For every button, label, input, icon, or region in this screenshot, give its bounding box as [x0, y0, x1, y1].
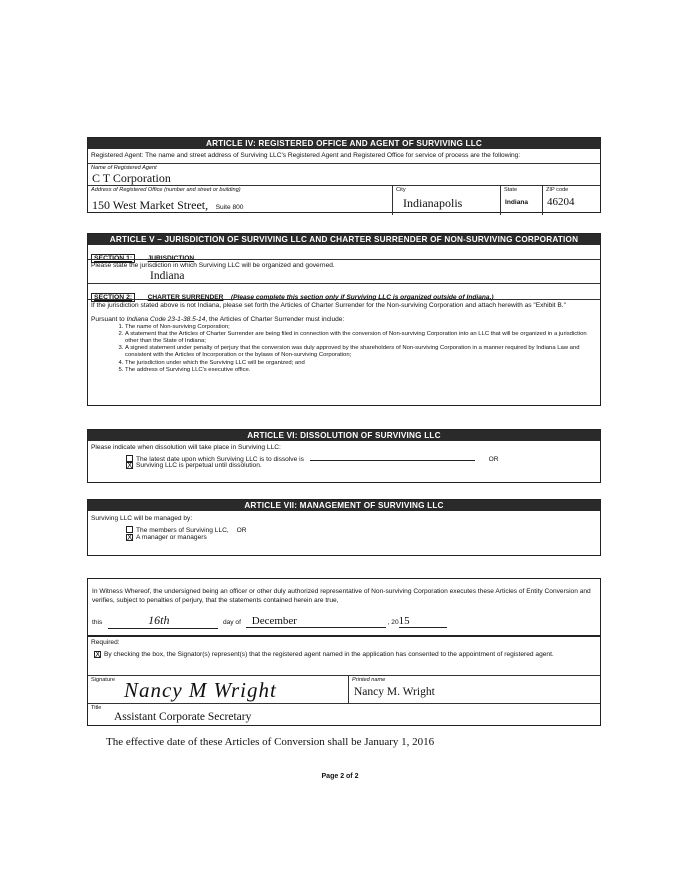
day-field[interactable]: 16th [108, 613, 218, 629]
printed-name-value[interactable]: Nancy M. Wright [354, 686, 435, 698]
list-item: 4. The jurisdiction under which the Surviving LLC will be organized; and [125, 360, 597, 367]
article-5-header: ARTICLE V – JURISDICTION OF SURVIVING LLC AND CHARTER SURRENDER OF NON-SURVIVING CORPORATION [88, 234, 600, 245]
signature-label: Signature [91, 677, 115, 683]
list-item: 5. The address of Surviving LLC's executive office. [125, 367, 597, 374]
dissolution-prompt: Please indicate when dissolution will take place in Surviving LLC: [91, 444, 281, 451]
state-cell [500, 186, 542, 215]
section-1-title: JURISDICTION [147, 255, 195, 262]
city-value[interactable]: Indianapolis [403, 196, 463, 210]
article-5-box [87, 233, 601, 406]
managers-checkbox[interactable]: X [127, 533, 133, 542]
suite-value[interactable]: Suite 800 [215, 204, 244, 211]
page-number: Page 2 of 2 [321, 773, 359, 780]
consent-checkbox[interactable]: X [95, 650, 101, 659]
management-option-members: The members of Surviving LLC, OR [126, 526, 246, 534]
state-label: State [504, 187, 518, 193]
title-row [88, 703, 600, 728]
year-field[interactable]: 15 [399, 615, 447, 628]
witness-box [87, 578, 601, 636]
dissolution-option-perpetual: X Surviving LLC is perpetual until dissolution. [127, 461, 262, 470]
zip-cell [542, 186, 600, 215]
jurisdiction-prompt: Please state the jurisdiction in which Surviving LLC will be organized and governed. [91, 262, 335, 269]
jurisdiction-row [88, 259, 600, 283]
month-field[interactable]: December [246, 615, 386, 628]
state-value[interactable]: Indiana [505, 199, 529, 206]
witness-text: In Witness Whereof, the undersigned being an officer or other duly authorized representative of Non-surviving Corporation executes these Articles of Entity Conversion and verifies, subject to penalties of perjury, that the statements contained herein are true, [92, 588, 591, 604]
management-option-managers: X A manager or managers [127, 533, 207, 542]
charter-surrender-list [91, 324, 597, 374]
management-prompt: Surviving LLC will be managed by: [91, 515, 193, 522]
title-label: Title [91, 705, 102, 711]
members-checkbox[interactable] [126, 526, 133, 533]
signature-row [88, 675, 600, 704]
list-item: 1. The name of Non-surviving Corporation; [125, 324, 597, 331]
address-row [88, 185, 600, 215]
printed-name-label: Printed name [352, 677, 386, 683]
article-4-box [87, 137, 601, 213]
consent-statement: X By checking the box, the Signator(s) represent(s) that the registered agent named in the application has consented to the appointment of registered agent. [95, 650, 554, 659]
dissolve-date-field[interactable] [310, 453, 475, 461]
article-4-header: ARTICLE IV: REGISTERED OFFICE AND AGENT OF SURVIVING LLC [88, 138, 600, 149]
required-box [87, 636, 601, 726]
city-label: City [396, 187, 406, 193]
address-value[interactable]: 150 West Market Street, [92, 198, 209, 212]
agent-name-row [88, 163, 600, 185]
section-2-note: (Please complete this section only if Surviving LLC is organized outside of Indiana.) [230, 294, 494, 301]
agent-name-label: Name of Registered Agent [91, 165, 157, 171]
address-label: Address of Registered Office (number and street or building) [91, 187, 241, 193]
signature-value[interactable]: Nancy M Wright [124, 678, 277, 702]
article-6-header: ARTICLE VI: DISSOLUTION OF SURVIVING LLC [88, 430, 600, 441]
article-7-header: ARTICLE VII: MANAGEMENT OF SURVIVING LLC [88, 500, 600, 511]
zip-label: ZIP code [546, 187, 569, 193]
registered-agent-intro: Registered Agent: The name and street address of Surviving LLC's Registered Agent and Registered Office for service of process are the following: [91, 152, 521, 159]
pursuant-line: Pursuant to Indiana Code 23-1-38.5-14, the Articles of Charter Surrender must include: [91, 315, 345, 323]
printed-name-cell [348, 676, 600, 704]
section-2-badge: SECTION 2: [91, 293, 135, 302]
witness-date-line: this 16th day of December , 2015 [92, 613, 592, 629]
zip-value[interactable]: 46204 [547, 196, 575, 208]
section-2-text: If the jurisdiction stated above is not Indiana, please set forth the Articles of Charter Surrender for the Non-surviving Corporation and attach herewith as "Exhibit B." [91, 302, 566, 309]
perpetual-checkbox[interactable]: X [127, 461, 133, 470]
list-item: 2. A statement that the Articles of Charter Surrender are being filed in connection with the conversion of Non-surviving Corporation into an LLC that will be organized in a jurisdiction other than the State of Indiana; [125, 331, 597, 345]
title-value[interactable]: Assistant Corporate Secretary [114, 711, 252, 723]
jurisdiction-value[interactable]: Indiana [150, 270, 185, 282]
dissolution-option-date: The latest date upon which Surviving LLC is to dissolve is OR [126, 453, 596, 463]
city-cell [392, 186, 500, 215]
list-item: 3. A signed statement under penalty of perjury that the conversion was duly approved by the shareholders of Non-surviving Corporation in a manner required by Indiana Law and consistent with the Articles of Incorporation or the bylaws of Non-surviving Corporation; [125, 345, 597, 359]
section-2-title: CHARTER SURRENDER [147, 294, 224, 301]
section-1-badge: SECTION 1: [91, 254, 135, 263]
agent-name-value[interactable]: C T Corporation [92, 171, 171, 185]
required-label: Required: [91, 639, 120, 646]
article-7-box [87, 499, 601, 556]
effective-date-statement: The effective date of these Articles of Conversion shall be January 1, 2016 [106, 736, 435, 748]
article-6-box [87, 429, 601, 483]
